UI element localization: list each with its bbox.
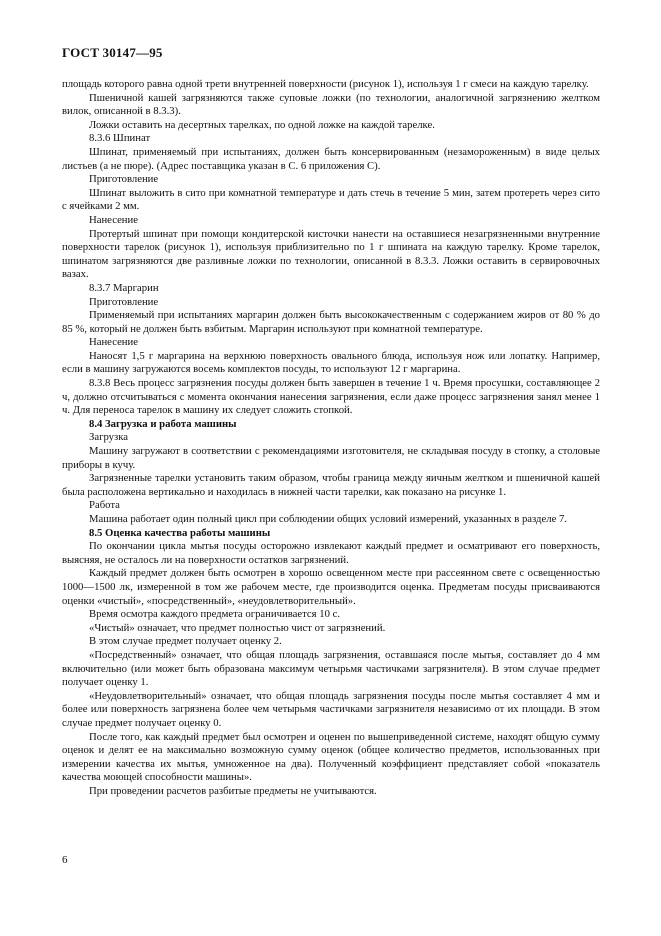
section-heading: 8.4 Загрузка и работа машины <box>89 417 237 430</box>
paragraph: 8.3.8 Весь процесс загрязнения посуды должен быть завершен в течение 1 ч. Время просушки, составляющее 2 ч, должно отсчитываться с момента окончания нанесения загрязнения, если даже процесс загрязнения занял менее 1 ч. Для переноса тарелок в машину их следует сложить стопкой. <box>62 377 600 417</box>
subheading: Нанесение <box>89 213 138 226</box>
paragraph: При проведении расчетов разбитые предметы не учитываются. <box>89 784 377 797</box>
section-heading: 8.5 Оценка качества работы машины <box>89 526 271 539</box>
page-number: 6 <box>62 854 68 866</box>
paragraph: Наносят 1,5 г маргарина на верхнюю поверхность овального блюда, используя нож или лопатку. Например, если в машину загружаются восемь комплектов посуды, то используют 12 г маргарина. <box>62 349 600 376</box>
paragraph: Применяемый при испытаниях маргарин должен быть высококачественным с содержанием жиров от 80 % до 85 %, который не должен быть взбитым. Маргарин используют при комнатной температуре. <box>62 309 600 335</box>
subheading: Приготовление <box>89 173 159 186</box>
paragraph: После того, как каждый предмет был осмотрен и оценен по вышеприведенной системе, находят общую сумму оценок и делят ее на максимально возможную сумму оценок (общее количество предметов, использованных при измерении качества их мытья, умноженное на два). Полученный коэффициент представляет собой «показатель качества моющей способности машины». <box>62 730 600 784</box>
paragraph: Протертый шпинат при помощи кондитерской кисточки нанести на оставшиеся незагрязненными внутренние поверхности тарелок (рисунок 1), используя приблизительно по 1 г шпината на каждую тарелку. Кроме тарелок, шпинатом загрязняются две разливные ложки по технологии, описанной в 8.3.3. Ложки оставить в сервировочных вазах. <box>62 227 600 281</box>
paragraph: «Неудовлетворительный» означает, что общая площадь загрязнения посуды после мытья составляет 4 мм и более или поверхность загрязнена более чем четырьмя частичками загрязнителя независимо от их площади. В этом случае предмет получает оценку 0. <box>62 689 600 729</box>
paragraph: Машина работает один полный цикл при соблюдении общих условий измерений, указанных в разделе 7. <box>89 513 568 525</box>
paragraph: Загрязненные тарелки установить таким образом, чтобы граница между яичным желтком и пшеничной кашей была расположена вертикально и находилась в нижней части тарелки, как показано на рисунке 1. <box>62 472 600 498</box>
subsection-heading: 8.3.7 Маргарин <box>89 281 159 294</box>
paragraph: Шпинат, применяемый при испытаниях, должен быть консервированным (незамороженным) в виде целых листьев (а не пюре). (Адрес поставщика указан в С. 6 приложения С). <box>62 145 600 172</box>
paragraph: Шпинат выложить в сито при комнатной температуре и дать стечь в течение 5 мин, затем протереть через сито с ячейками 2 мм. <box>62 186 600 213</box>
paragraph: В этом случае предмет получает оценку 2. <box>89 635 282 648</box>
paragraph: Машину загружают в соответствии с рекомендациями изготовителя, не складывая посуду в стопку, а столовые приборы в кучу. <box>62 445 600 471</box>
document-header: ГОСТ 30147—95 <box>62 45 163 60</box>
paragraph: Ложки оставить на десертных тарелках, по одной ложке на каждой тарелке. <box>89 118 435 131</box>
subsection-heading: 8.3.6 Шпинат <box>89 132 151 145</box>
document-body <box>62 78 600 798</box>
paragraph: Каждый предмет должен быть осмотрен в хорошо освещенном месте при рассеянном свете с освещенностью 1000—1500 лк, измеренной в том же рабочем месте, где производится оценка. Предметам посуды присваиваются оценки «чистый», «посредственный», «неудовлетворительный». <box>62 567 600 607</box>
subheading: Нанесение <box>89 336 138 349</box>
paragraph: По окончании цикла мытья посуды осторожно извлекают каждый предмет и осматривают его поверхность, выясняя, не осталось ли на поверхности остатков загрязнений. <box>62 540 600 566</box>
paragraph: Время осмотра каждого предмета ограничивается 10 с. <box>89 608 340 621</box>
paragraph: «Чистый» означает, что предмет полностью чист от загрязнений. <box>89 621 386 634</box>
subheading: Приготовление <box>89 295 159 308</box>
paragraph: площадь которого равна одной трети внутренней поверхности (рисунок 1), используя 1 г смеси на каждую тарелку. <box>62 78 589 90</box>
subheading: Загрузка <box>89 431 129 444</box>
subheading: Работа <box>89 499 120 512</box>
paragraph: Пшеничной кашей загрязняются также суповые ложки (по технологии, аналогичной загрязнению желтком вилок, описанной в 8.3.3). <box>62 91 600 118</box>
paragraph: «Посредственный» означает, что общая площадь загрязнения, оставшаяся после мытья, составляет до 4 мм включительно (или может быть образована максимум четырьмя частичками загрязнителя). В этом случае предмет получает оценку 1. <box>62 648 600 689</box>
